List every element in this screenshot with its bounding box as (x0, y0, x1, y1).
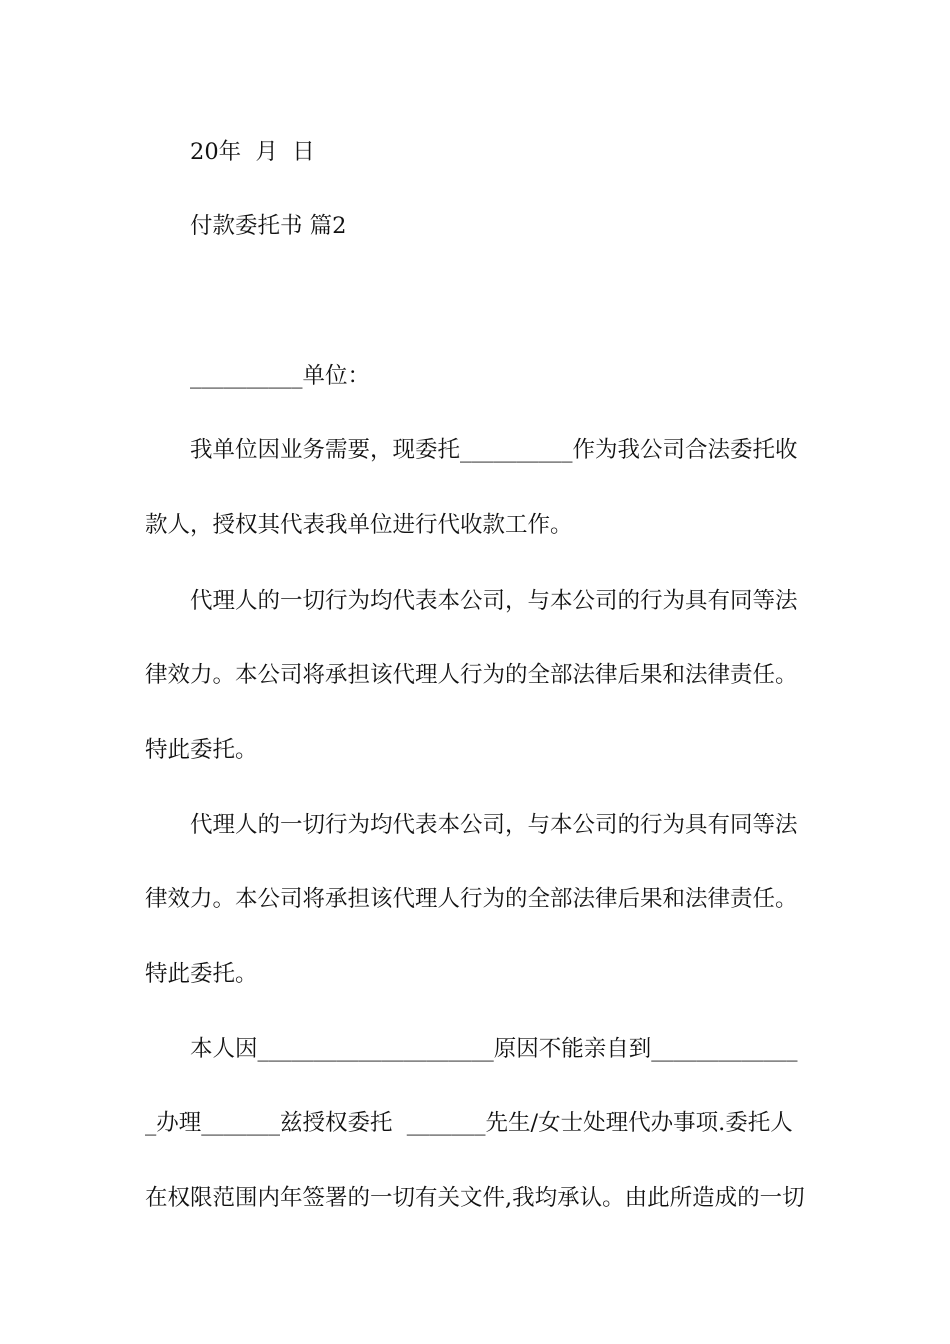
paragraph-4-line-2: _办理_______兹授权委托 _______先生/女士处理代办事项.委托人 (145, 1110, 793, 1136)
paragraph-2-line-2: 律效力。本公司将承担该代理人行为的全部法律后果和法律责任。 (145, 662, 798, 688)
paragraph-4-line-3: 在权限范围内年签署的一切有关文件,我均承认。由此所造成的一切 (145, 1185, 805, 1211)
section-title: 付款委托书 篇2 (190, 213, 347, 239)
paragraph-2-line-1: 代理人的一切行为均代表本公司，与本公司的行为具有同等法 (190, 588, 798, 614)
paragraph-1-line-2: 款人，授权其代表我单位进行代收款工作。 (145, 512, 573, 538)
date-line: 20年 月 日 (190, 139, 315, 165)
addressee-line: __________单位： (190, 363, 371, 389)
paragraph-4-line-1: 本人因_____________________原因不能亲自到_____________ (190, 1036, 798, 1062)
paragraph-3-line-2: 律效力。本公司将承担该代理人行为的全部法律后果和法律责任。 (145, 886, 798, 912)
paragraph-3-line-1: 代理人的一切行为均代表本公司，与本公司的行为具有同等法 (190, 812, 798, 838)
closing-line-1: 特此委托。 (145, 737, 258, 763)
closing-line-2: 特此委托。 (145, 961, 258, 987)
paragraph-1-line-1: 我单位因业务需要，现委托__________作为我公司合法委托收 (190, 437, 798, 463)
